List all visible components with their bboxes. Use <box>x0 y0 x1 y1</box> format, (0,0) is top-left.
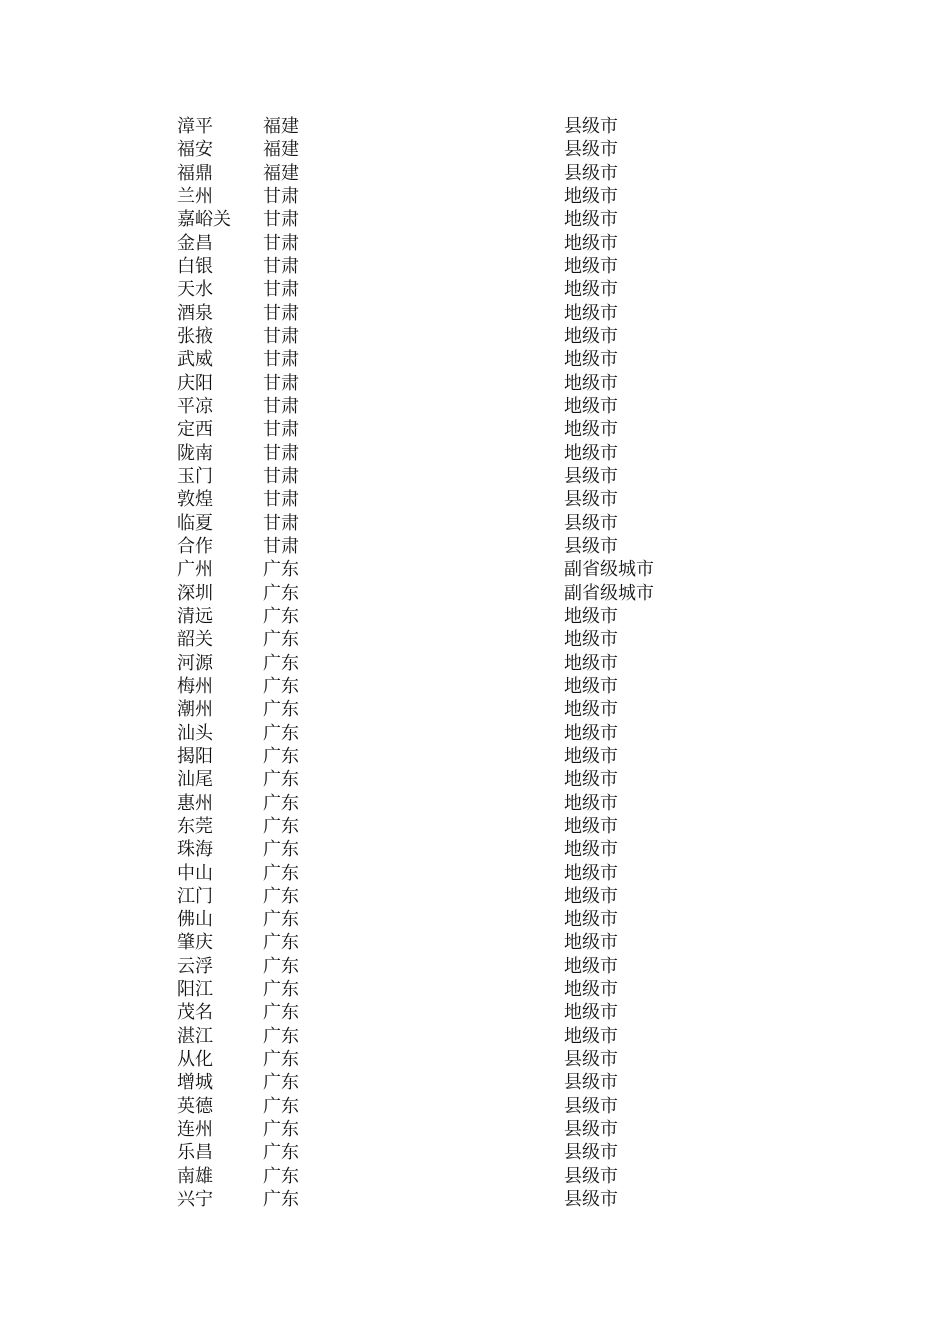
city-level-cell: 地级市 <box>564 302 618 324</box>
city-name-cell: 英德 <box>177 1095 213 1117</box>
table-row <box>177 722 697 745</box>
province-cell: 广东 <box>263 979 299 1001</box>
city-name-cell: 福鼎 <box>177 162 213 184</box>
table-row <box>177 1095 697 1118</box>
city-level-cell: 县级市 <box>564 1072 618 1094</box>
province-cell: 甘肃 <box>263 489 299 511</box>
province-cell: 广东 <box>263 955 299 977</box>
city-level-cell: 地级市 <box>564 349 618 371</box>
city-level-cell: 县级市 <box>564 1095 618 1117</box>
province-cell: 广东 <box>263 745 299 767</box>
city-name-cell: 玉门 <box>177 465 213 487</box>
table-row <box>177 1025 697 1048</box>
city-name-cell: 汕头 <box>177 722 213 744</box>
table-row <box>177 418 697 441</box>
city-level-cell: 地级市 <box>564 862 618 884</box>
province-cell: 广东 <box>263 1165 299 1187</box>
table-row <box>177 978 697 1001</box>
city-name-cell: 佛山 <box>177 909 213 931</box>
city-level-cell: 地级市 <box>564 745 618 767</box>
city-name-cell: 定西 <box>177 419 213 441</box>
table-row <box>177 628 697 651</box>
province-cell: 广东 <box>263 862 299 884</box>
table-row <box>177 815 697 838</box>
table-row <box>177 745 697 768</box>
city-level-cell: 地级市 <box>564 605 618 627</box>
province-cell: 广东 <box>263 1002 299 1024</box>
city-level-cell: 县级市 <box>564 1119 618 1141</box>
table-row <box>177 1001 697 1024</box>
province-cell: 广东 <box>263 1095 299 1117</box>
province-cell: 甘肃 <box>263 255 299 277</box>
city-name-cell: 东莞 <box>177 815 213 837</box>
province-cell: 甘肃 <box>263 279 299 301</box>
table-row <box>177 1118 697 1141</box>
province-cell: 甘肃 <box>263 442 299 464</box>
city-name-cell: 珠海 <box>177 839 213 861</box>
city-name-cell: 张掖 <box>177 325 213 347</box>
city-level-cell: 副省级城市 <box>564 559 654 581</box>
city-level-cell: 地级市 <box>564 909 618 931</box>
table-row <box>177 255 697 278</box>
province-cell: 甘肃 <box>263 232 299 254</box>
table-row <box>177 698 697 721</box>
table-row <box>177 1071 697 1094</box>
city-level-cell: 县级市 <box>564 1142 618 1164</box>
province-cell: 广东 <box>263 582 299 604</box>
city-level-cell: 地级市 <box>564 255 618 277</box>
table-row <box>177 838 697 861</box>
city-level-cell: 地级市 <box>564 955 618 977</box>
province-cell: 甘肃 <box>263 185 299 207</box>
city-level-cell: 地级市 <box>564 885 618 907</box>
city-name-cell: 陇南 <box>177 442 213 464</box>
city-name-cell: 增城 <box>177 1072 213 1094</box>
table-row <box>177 302 697 325</box>
city-level-cell: 地级市 <box>564 232 618 254</box>
city-level-cell: 地级市 <box>564 769 618 791</box>
city-level-cell: 地级市 <box>564 209 618 231</box>
table-row <box>177 208 697 231</box>
city-name-cell: 乐昌 <box>177 1142 213 1164</box>
city-level-cell: 县级市 <box>564 465 618 487</box>
table-row <box>177 862 697 885</box>
city-name-cell: 临夏 <box>177 512 213 534</box>
province-cell: 广东 <box>263 559 299 581</box>
province-cell: 广东 <box>263 1049 299 1071</box>
city-level-cell: 县级市 <box>564 1049 618 1071</box>
city-name-cell: 茂名 <box>177 1002 213 1024</box>
city-name-cell: 从化 <box>177 1049 213 1071</box>
city-level-cell: 地级市 <box>564 979 618 1001</box>
table-row <box>177 768 697 791</box>
city-name-cell: 清远 <box>177 605 213 627</box>
city-name-cell: 武威 <box>177 349 213 371</box>
city-level-cell: 县级市 <box>564 1189 618 1211</box>
city-name-cell: 敦煌 <box>177 489 213 511</box>
city-name-cell: 云浮 <box>177 955 213 977</box>
city-level-cell: 地级市 <box>564 325 618 347</box>
city-level-cell: 地级市 <box>564 1025 618 1047</box>
table-row <box>177 652 697 675</box>
city-name-cell: 平凉 <box>177 395 213 417</box>
table-row <box>177 1165 697 1188</box>
table-row <box>177 558 697 581</box>
city-level-cell: 地级市 <box>564 792 618 814</box>
city-level-cell: 地级市 <box>564 185 618 207</box>
city-level-cell: 地级市 <box>564 652 618 674</box>
city-name-cell: 金昌 <box>177 232 213 254</box>
city-level-cell: 地级市 <box>564 419 618 441</box>
province-cell: 甘肃 <box>263 209 299 231</box>
city-name-cell: 广州 <box>177 559 213 581</box>
province-cell: 广东 <box>263 1189 299 1211</box>
province-cell: 广东 <box>263 909 299 931</box>
table-row <box>177 138 697 161</box>
city-level-cell: 县级市 <box>564 512 618 534</box>
province-cell: 福建 <box>263 162 299 184</box>
city-name-cell: 兰州 <box>177 185 213 207</box>
city-name-cell: 湛江 <box>177 1025 213 1047</box>
city-level-cell: 地级市 <box>564 815 618 837</box>
table-row <box>177 1188 697 1211</box>
city-level-cell: 地级市 <box>564 699 618 721</box>
province-cell: 广东 <box>263 652 299 674</box>
province-cell: 广东 <box>263 629 299 651</box>
table-row <box>177 395 697 418</box>
table-row <box>177 488 697 511</box>
city-level-cell: 县级市 <box>564 162 618 184</box>
province-cell: 福建 <box>263 116 299 137</box>
table-row <box>177 931 697 954</box>
province-cell: 甘肃 <box>263 349 299 371</box>
city-name-cell: 庆阳 <box>177 372 213 394</box>
province-cell: 甘肃 <box>263 325 299 347</box>
province-cell: 甘肃 <box>263 372 299 394</box>
city-name-cell: 兴宁 <box>177 1189 213 1211</box>
province-cell: 福建 <box>263 139 299 161</box>
province-cell: 广东 <box>263 815 299 837</box>
city-name-cell: 合作 <box>177 535 213 557</box>
province-cell: 甘肃 <box>263 535 299 557</box>
province-cell: 广东 <box>263 792 299 814</box>
city-name-cell: 江门 <box>177 885 213 907</box>
city-name-cell: 福安 <box>177 139 213 161</box>
province-cell: 广东 <box>263 1025 299 1047</box>
province-cell: 甘肃 <box>263 395 299 417</box>
city-level-cell: 地级市 <box>564 932 618 954</box>
table-row <box>177 582 697 605</box>
province-cell: 广东 <box>263 769 299 791</box>
city-level-cell: 地级市 <box>564 395 618 417</box>
table-row <box>177 232 697 255</box>
city-level-cell: 县级市 <box>564 1165 618 1187</box>
table-row <box>177 885 697 908</box>
province-cell: 甘肃 <box>263 302 299 324</box>
city-level-cell: 地级市 <box>564 1002 618 1024</box>
city-name-cell: 河源 <box>177 652 213 674</box>
province-cell: 甘肃 <box>263 512 299 534</box>
city-name-cell: 梅州 <box>177 675 213 697</box>
city-name-cell: 酒泉 <box>177 302 213 324</box>
city-name-cell: 白银 <box>177 255 213 277</box>
province-cell: 广东 <box>263 605 299 627</box>
city-name-cell: 深圳 <box>177 582 213 604</box>
city-level-cell: 县级市 <box>564 139 618 161</box>
table-row <box>177 605 697 628</box>
city-name-cell: 嘉峪关 <box>177 209 231 231</box>
city-name-cell: 汕尾 <box>177 769 213 791</box>
province-cell: 广东 <box>263 885 299 907</box>
city-level-cell: 地级市 <box>564 675 618 697</box>
table-row <box>177 908 697 931</box>
city-name-cell: 中山 <box>177 862 213 884</box>
province-cell: 广东 <box>263 1142 299 1164</box>
table-row <box>177 115 697 138</box>
province-cell: 广东 <box>263 932 299 954</box>
city-level-cell: 副省级城市 <box>564 582 654 604</box>
table-row <box>177 792 697 815</box>
city-level-cell: 县级市 <box>564 489 618 511</box>
city-name-cell: 漳平 <box>177 116 213 137</box>
city-level-cell: 地级市 <box>564 722 618 744</box>
table-row <box>177 675 697 698</box>
city-name-cell: 阳江 <box>177 979 213 1001</box>
table-row <box>177 1048 697 1071</box>
table-row <box>177 442 697 465</box>
province-cell: 广东 <box>263 839 299 861</box>
province-cell: 甘肃 <box>263 419 299 441</box>
city-level-cell: 地级市 <box>564 372 618 394</box>
city-name-cell: 揭阳 <box>177 745 213 767</box>
table-row <box>177 535 697 558</box>
table-row <box>177 372 697 395</box>
province-cell: 广东 <box>263 699 299 721</box>
province-cell: 广东 <box>263 1119 299 1141</box>
city-name-cell: 韶关 <box>177 629 213 651</box>
city-name-cell: 天水 <box>177 279 213 301</box>
table-row <box>177 348 697 371</box>
table-row <box>177 1141 697 1164</box>
table-row <box>177 955 697 978</box>
city-table <box>177 115 697 1211</box>
province-cell: 广东 <box>263 675 299 697</box>
city-level-cell: 地级市 <box>564 629 618 651</box>
province-cell: 广东 <box>263 1072 299 1094</box>
province-cell: 广东 <box>263 722 299 744</box>
city-level-cell: 县级市 <box>564 535 618 557</box>
table-row <box>177 185 697 208</box>
table-row <box>177 278 697 301</box>
city-level-cell: 县级市 <box>564 116 618 137</box>
table-row <box>177 465 697 488</box>
city-name-cell: 南雄 <box>177 1165 213 1187</box>
city-name-cell: 肇庆 <box>177 932 213 954</box>
province-cell: 甘肃 <box>263 465 299 487</box>
table-row <box>177 162 697 185</box>
city-level-cell: 地级市 <box>564 442 618 464</box>
table-row <box>177 325 697 348</box>
city-level-cell: 地级市 <box>564 839 618 861</box>
table-row <box>177 512 697 535</box>
city-name-cell: 惠州 <box>177 792 213 814</box>
city-name-cell: 连州 <box>177 1119 213 1141</box>
city-name-cell: 潮州 <box>177 699 213 721</box>
city-level-cell: 地级市 <box>564 279 618 301</box>
